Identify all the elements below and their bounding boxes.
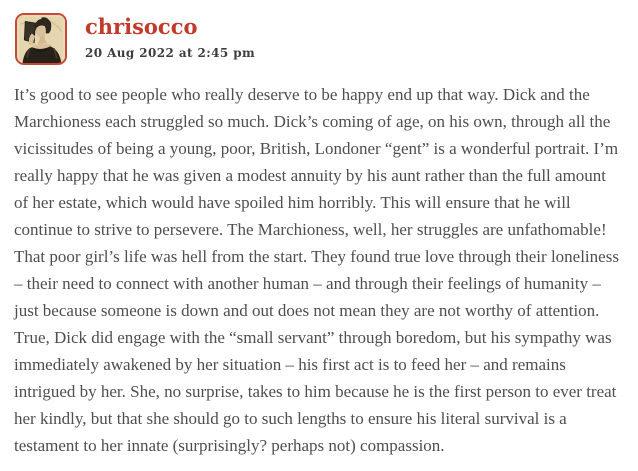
comment-author-link[interactable]: chrisocco <box>85 14 198 39</box>
comment-date-link[interactable]: 20 Aug 2022 at 2:45 pm <box>85 46 256 61</box>
avatar <box>15 13 67 65</box>
vintage-woman-portrait-icon <box>17 15 65 63</box>
comment-header <box>15 13 255 65</box>
comment-meta <box>85 13 255 60</box>
comment-body-text: It’s good to see people who really deserve to be happy end up that way. Dick and the Marchioness each struggled so much. Dick’s coming of age, on his own, through all the vicissitudes of being a young, poor, British, Londoner “gent” is a wonderful portrait. I’m really happy that he was given a modest annuity by his aunt rather than the full amount of her estate, which would have spoiled him horribly. This will ensure that he will continue to strive to persevere. The Marchioness, well, her struggles are unfathomable! That poor girl’s life was hell from the start. They found true love through their loneliness – their need to connect with another human – and through their feelings of humanity – just because someone is down and out does not mean they are not worthy of attention. True, Dick did engage with the “small servant” through boredom, but his sympathy was immediately awakened by her situation – his first act is to feed her – and remains intrigued by her. She, no surprise, takes to him because he is the first person to ever treat her kindly, but that she should go to such lengths to ensure his literal survival is a testament to her innate (surprisingly? perhaps not) compassion. <box>14 85 619 455</box>
